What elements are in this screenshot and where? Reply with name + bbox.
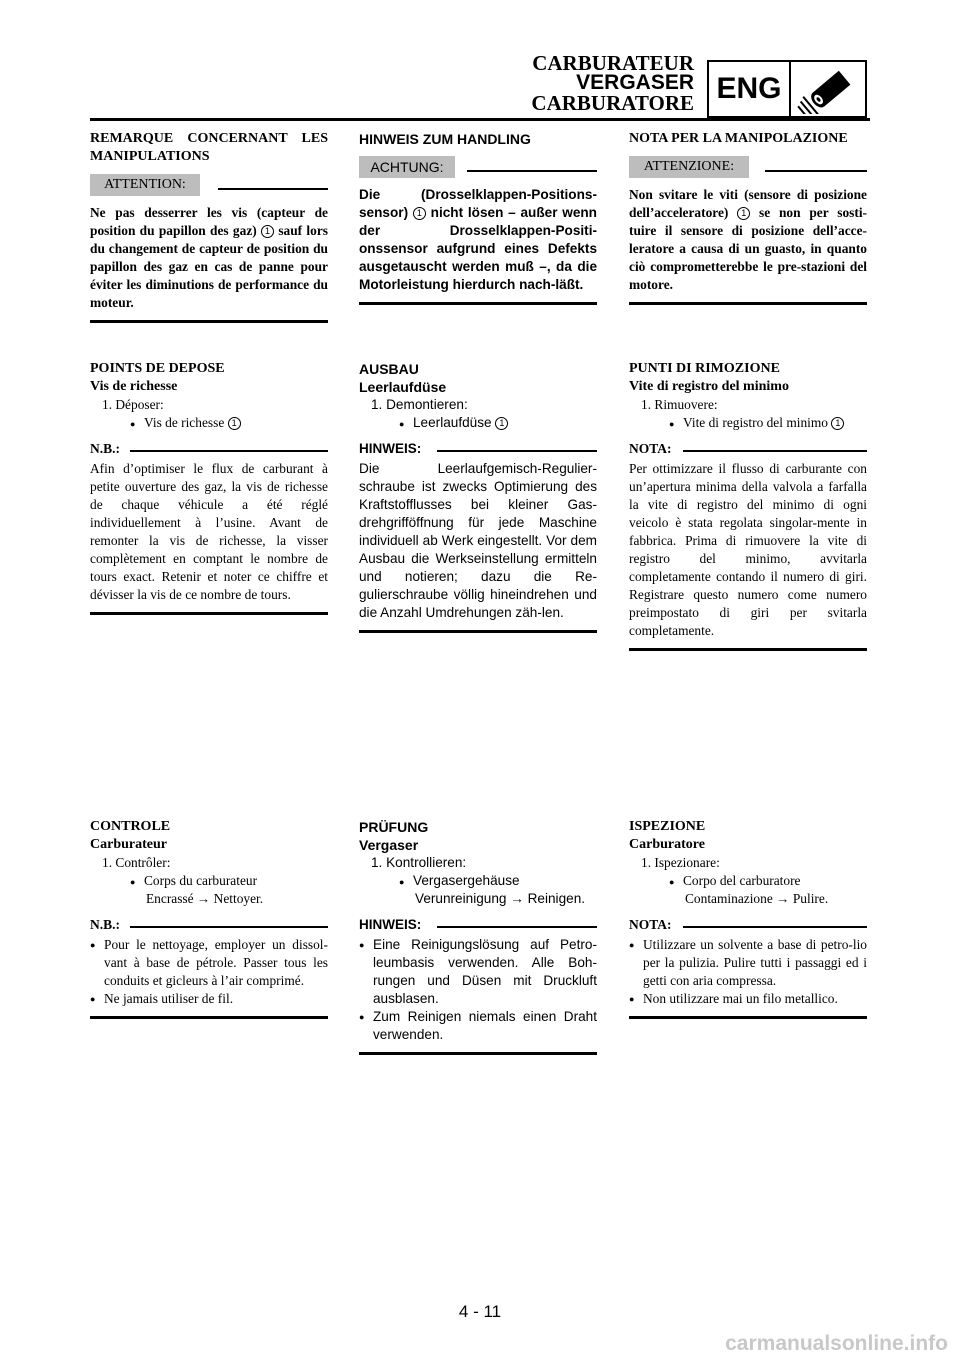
- step-item: ● Vergasergehäuse: [359, 872, 597, 890]
- section-badge: [707, 60, 867, 118]
- removal-it: [629, 360, 867, 651]
- subheading: Carburateur: [90, 837, 167, 852]
- ref-1: 1: [261, 225, 274, 238]
- note-header: [90, 916, 328, 934]
- step-item: ● Vite di registro del minimo 1: [629, 414, 867, 432]
- ref-1: 1: [737, 207, 750, 220]
- subheading: Vis de richesse: [90, 379, 178, 394]
- section-rule: [359, 630, 597, 633]
- section-rule: [90, 1016, 328, 1019]
- step: 1. Contrôler:: [102, 855, 171, 870]
- step: 1. Ispezionare:: [641, 855, 720, 870]
- handling-fr: [90, 130, 328, 323]
- section-rule: [359, 1052, 597, 1055]
- subheading: Vergaser: [359, 837, 419, 853]
- note-label: N.B.:: [90, 440, 126, 458]
- caution-text: Die (Drosselklappen-Positions-sensor) 1 nicht lösen – außer wenn der Drosselklappen-Positi-onssensor aufgrund eines Defekts ausgetauscht werden muß –, da die Motorleistung hierdurch nach-läßt.: [359, 187, 597, 292]
- step: 1. Demontieren:: [371, 397, 468, 412]
- note-line: [130, 926, 328, 928]
- heading: PRÜFUNG: [359, 819, 429, 835]
- heading: NOTA PER LA MANIPOLAZIONE: [629, 131, 848, 146]
- heading: CONTROLE: [90, 819, 171, 834]
- heading: ISPEZIONE: [629, 819, 706, 834]
- step-result: Contaminazione → Pulire.: [685, 891, 829, 906]
- heading: AUSBAU: [359, 361, 419, 377]
- removal-fr: [90, 360, 328, 615]
- section-rule: [629, 1016, 867, 1019]
- note-line: [437, 926, 597, 928]
- note-bullet: ● Eine Reinigungslösung auf Petro-leumbasis verwenden. Alle Boh-rungen und Düsen mit Druckluft ausblasen.: [359, 936, 597, 1008]
- watermark: carmanualsonline.info: [725, 1332, 948, 1355]
- note-line: [130, 450, 328, 452]
- section-rule: [90, 612, 328, 615]
- step: 1. Rimuovere:: [641, 397, 718, 412]
- note-label: HINWEIS:: [359, 916, 427, 934]
- heading: REMARQUE CONCERNANT LES MANIPULATIONS: [90, 131, 328, 164]
- step-result: Encrassé → Nettoyer.: [146, 891, 264, 906]
- note-label: HINWEIS:: [359, 440, 427, 458]
- caution-header: [90, 174, 328, 198]
- inspection-it: [629, 818, 867, 1019]
- caution-text: Non svitare le viti (sensore di posizione dell’acceleratore) 1 se non per sosti-tuire il sensore di posizione dell’acce-leratore a causa di un guasto, in quanto ciò comprometterebbe le pre-stazioni del motore.: [629, 187, 868, 292]
- step-item: ● Vis de richesse 1: [90, 414, 328, 432]
- note-bullet: ● Zum Reinigen niemals einen Draht verwenden.: [359, 1008, 597, 1044]
- note-bullet: ● Utilizzare un solvente a base di petro-lio per la pulizia. Pulire tutti i passaggi ed i getti con aria compressa.: [629, 936, 867, 990]
- title-it: CARBURATORE: [531, 91, 694, 115]
- note-label: NOTA:: [629, 916, 678, 934]
- section-rule: [629, 302, 867, 305]
- note-bullet: ● Ne jamais utiliser de fil.: [90, 990, 328, 1008]
- step-result: Verunreinigung → Reinigen.: [415, 891, 586, 906]
- note-header: [359, 916, 597, 934]
- subheading: Carburatore: [629, 837, 705, 852]
- ref-1: 1: [228, 417, 241, 430]
- note-line: [683, 926, 867, 928]
- inspection-fr: [90, 818, 328, 1019]
- ref-1: 1: [413, 207, 426, 220]
- page-number: 4 - 11: [458, 1302, 502, 1321]
- subheading: Leerlaufdüse: [359, 379, 447, 395]
- step-item: ● Corps du carburateur: [90, 872, 328, 890]
- title-fr: CARBURATEUR: [532, 51, 694, 75]
- caution-header: [629, 156, 867, 180]
- note-label: N.B.:: [90, 916, 126, 934]
- caution-header: [359, 156, 597, 180]
- caution-label: ATTENZIONE:: [629, 156, 749, 178]
- step-item: ● Corpo del carburatore: [629, 872, 867, 890]
- caution-line: [765, 170, 867, 172]
- header-rule: [90, 118, 870, 121]
- note-bullet: ● Non utilizzare mai un filo metallico.: [629, 990, 867, 1008]
- engine-piston-icon: [791, 62, 865, 116]
- section-rule: [359, 302, 597, 305]
- step: 1. Kontrollieren:: [371, 855, 467, 870]
- heading: PUNTI DI RIMOZIONE: [629, 361, 780, 376]
- caution-text: Ne pas desserrer les vis (capteur de position du papillon des gaz) 1 sauf lors du changement de capteur de position du papillon des gaz en cas de panne pour éviter les diminutions de performance du moteur.: [90, 205, 328, 310]
- note-line: [683, 450, 867, 452]
- step: 1. Déposer:: [102, 397, 164, 412]
- note-header: [629, 916, 867, 934]
- section-badge-label: ENG: [709, 62, 791, 116]
- note-bullet: ● Pour le nettoyage, employer un dissol-vant à base de pétrole. Passer tous les conduits et gicleurs à l’air comprimé.: [90, 936, 328, 990]
- note-header: [359, 440, 597, 458]
- note-label: NOTA:: [629, 440, 678, 458]
- handling-de: [359, 130, 597, 305]
- section-rule: [90, 320, 328, 323]
- heading: HINWEIS ZUM HANDLING: [359, 131, 531, 147]
- note-line: [437, 450, 597, 452]
- caution-line: [467, 170, 597, 172]
- handling-it: [629, 130, 867, 305]
- note-header: [629, 440, 867, 458]
- ref-1: 1: [495, 417, 508, 430]
- caution-label: ATTENTION:: [90, 174, 200, 196]
- removal-de: [359, 360, 597, 633]
- note-text: Die Leerlaufgemisch-Regulier-schraube ist zwecks Optimierung des Kraftstofflusses bei kleiner Gas-drehgrifföffnung für jede Maschine individuell ab Werk eingestellt. Vor dem Ausbau die Werkseinstellung ermitteln und notieren; dazu die Re-gulierschraube völlig hineindrehen und die Anzahl Umdrehungen zäh-len.: [359, 461, 597, 620]
- note-text: Per ottimizzare il flusso di carburante con un’apertura minima della valvola a farfalla la vite di registro del minimo di ogni veicolo è stata regolata singolar-mente in fabbrica. Prima di rimuovere la vite di registro del minimo, avvitarla completamente contando il numero di giri. Registrare questo numero come numero preimpostato di giri per svitarla completamente.: [629, 461, 867, 638]
- ref-1: 1: [831, 417, 844, 430]
- subheading: Vite di registro del minimo: [629, 379, 789, 394]
- caution-label: ACHTUNG:: [359, 156, 455, 178]
- note-text: Afin d’optimiser le flux de carburant à petite ouverture des gaz, la vis de richesse de chaque véhicule a été réglé individuellement à l’usine. Avant de remonter la vis de richesse, la visser complètement en comptant le nombre de tours exact. Retenir et noter ce chiffre et dévisser la vis de ce nombre de tours.: [90, 461, 328, 602]
- title-de: VERGASER: [576, 71, 694, 94]
- caution-line: [218, 188, 328, 190]
- inspection-de: [359, 818, 597, 1055]
- note-header: [90, 440, 328, 458]
- step-item: ● Leerlaufdüse 1: [359, 414, 597, 432]
- heading: POINTS DE DEPOSE: [90, 361, 225, 376]
- section-rule: [629, 648, 867, 651]
